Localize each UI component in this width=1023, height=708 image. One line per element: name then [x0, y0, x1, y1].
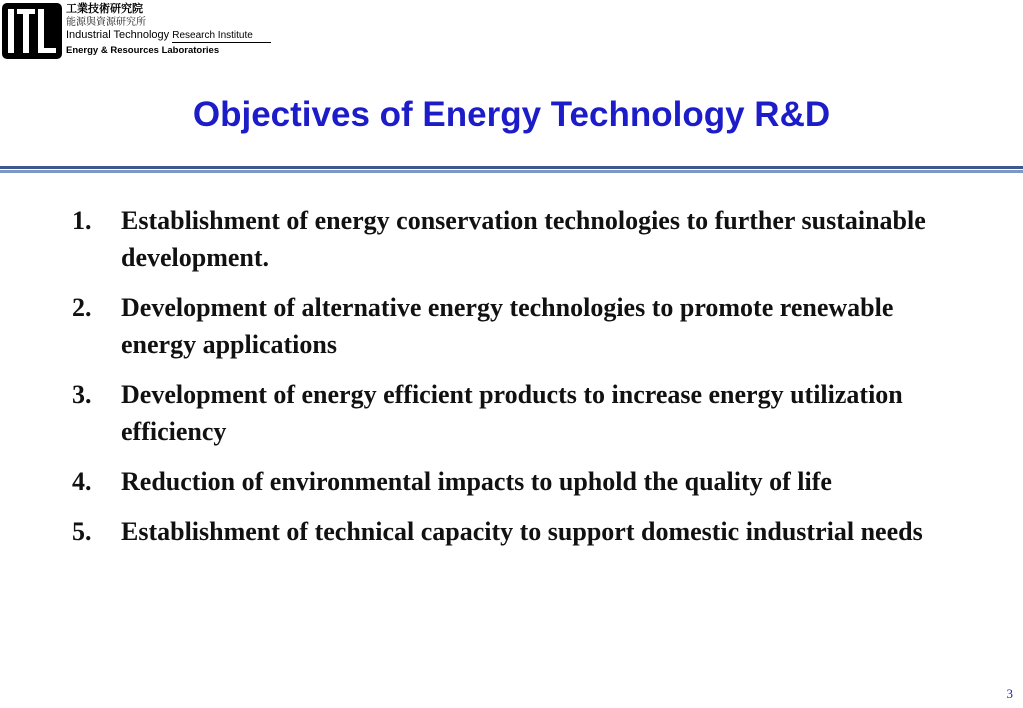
item-number: 2. [72, 293, 92, 322]
itri-logo [2, 3, 62, 59]
item-text: Establishment of energy conservation technologies to further sustainable development. [121, 206, 926, 272]
org-name-en [66, 29, 271, 43]
title-divider [0, 166, 1023, 173]
objectives-list [72, 202, 952, 563]
dept-name-zh: 能源與資源研究所 [66, 17, 146, 28]
item-number: 5. [72, 517, 92, 546]
page-number: 3 [1006, 686, 1013, 701]
org-name-en-part2: Research Institute [172, 29, 271, 43]
item-text: Establishment of technical capacity to support domestic industrial needs [121, 517, 923, 546]
org-name-en-part1: Industrial Technology [66, 29, 170, 41]
slide-title: Objectives of Energy Technology R&D [192, 95, 831, 134]
item-text: Development of alternative energy technologies to promote renewable energy applications [121, 293, 894, 359]
list-item [72, 513, 952, 550]
item-text: Reduction of environmental impacts to uphold the quality of life [121, 467, 832, 496]
org-name-zh: 工業技術研究院 [66, 2, 143, 15]
header [0, 0, 300, 64]
item-text: Development of energy efficient products to increase energy utilization efficiency [121, 380, 903, 446]
organization-block [66, 2, 271, 58]
item-number: 3. [72, 380, 92, 409]
list-item [72, 289, 952, 363]
list-item [72, 463, 952, 500]
list-item [72, 376, 952, 450]
item-number: 4. [72, 467, 92, 496]
list-item [72, 202, 952, 276]
dept-name-en: Energy & Resources Laboratories [66, 45, 220, 56]
item-number: 1. [72, 206, 92, 235]
